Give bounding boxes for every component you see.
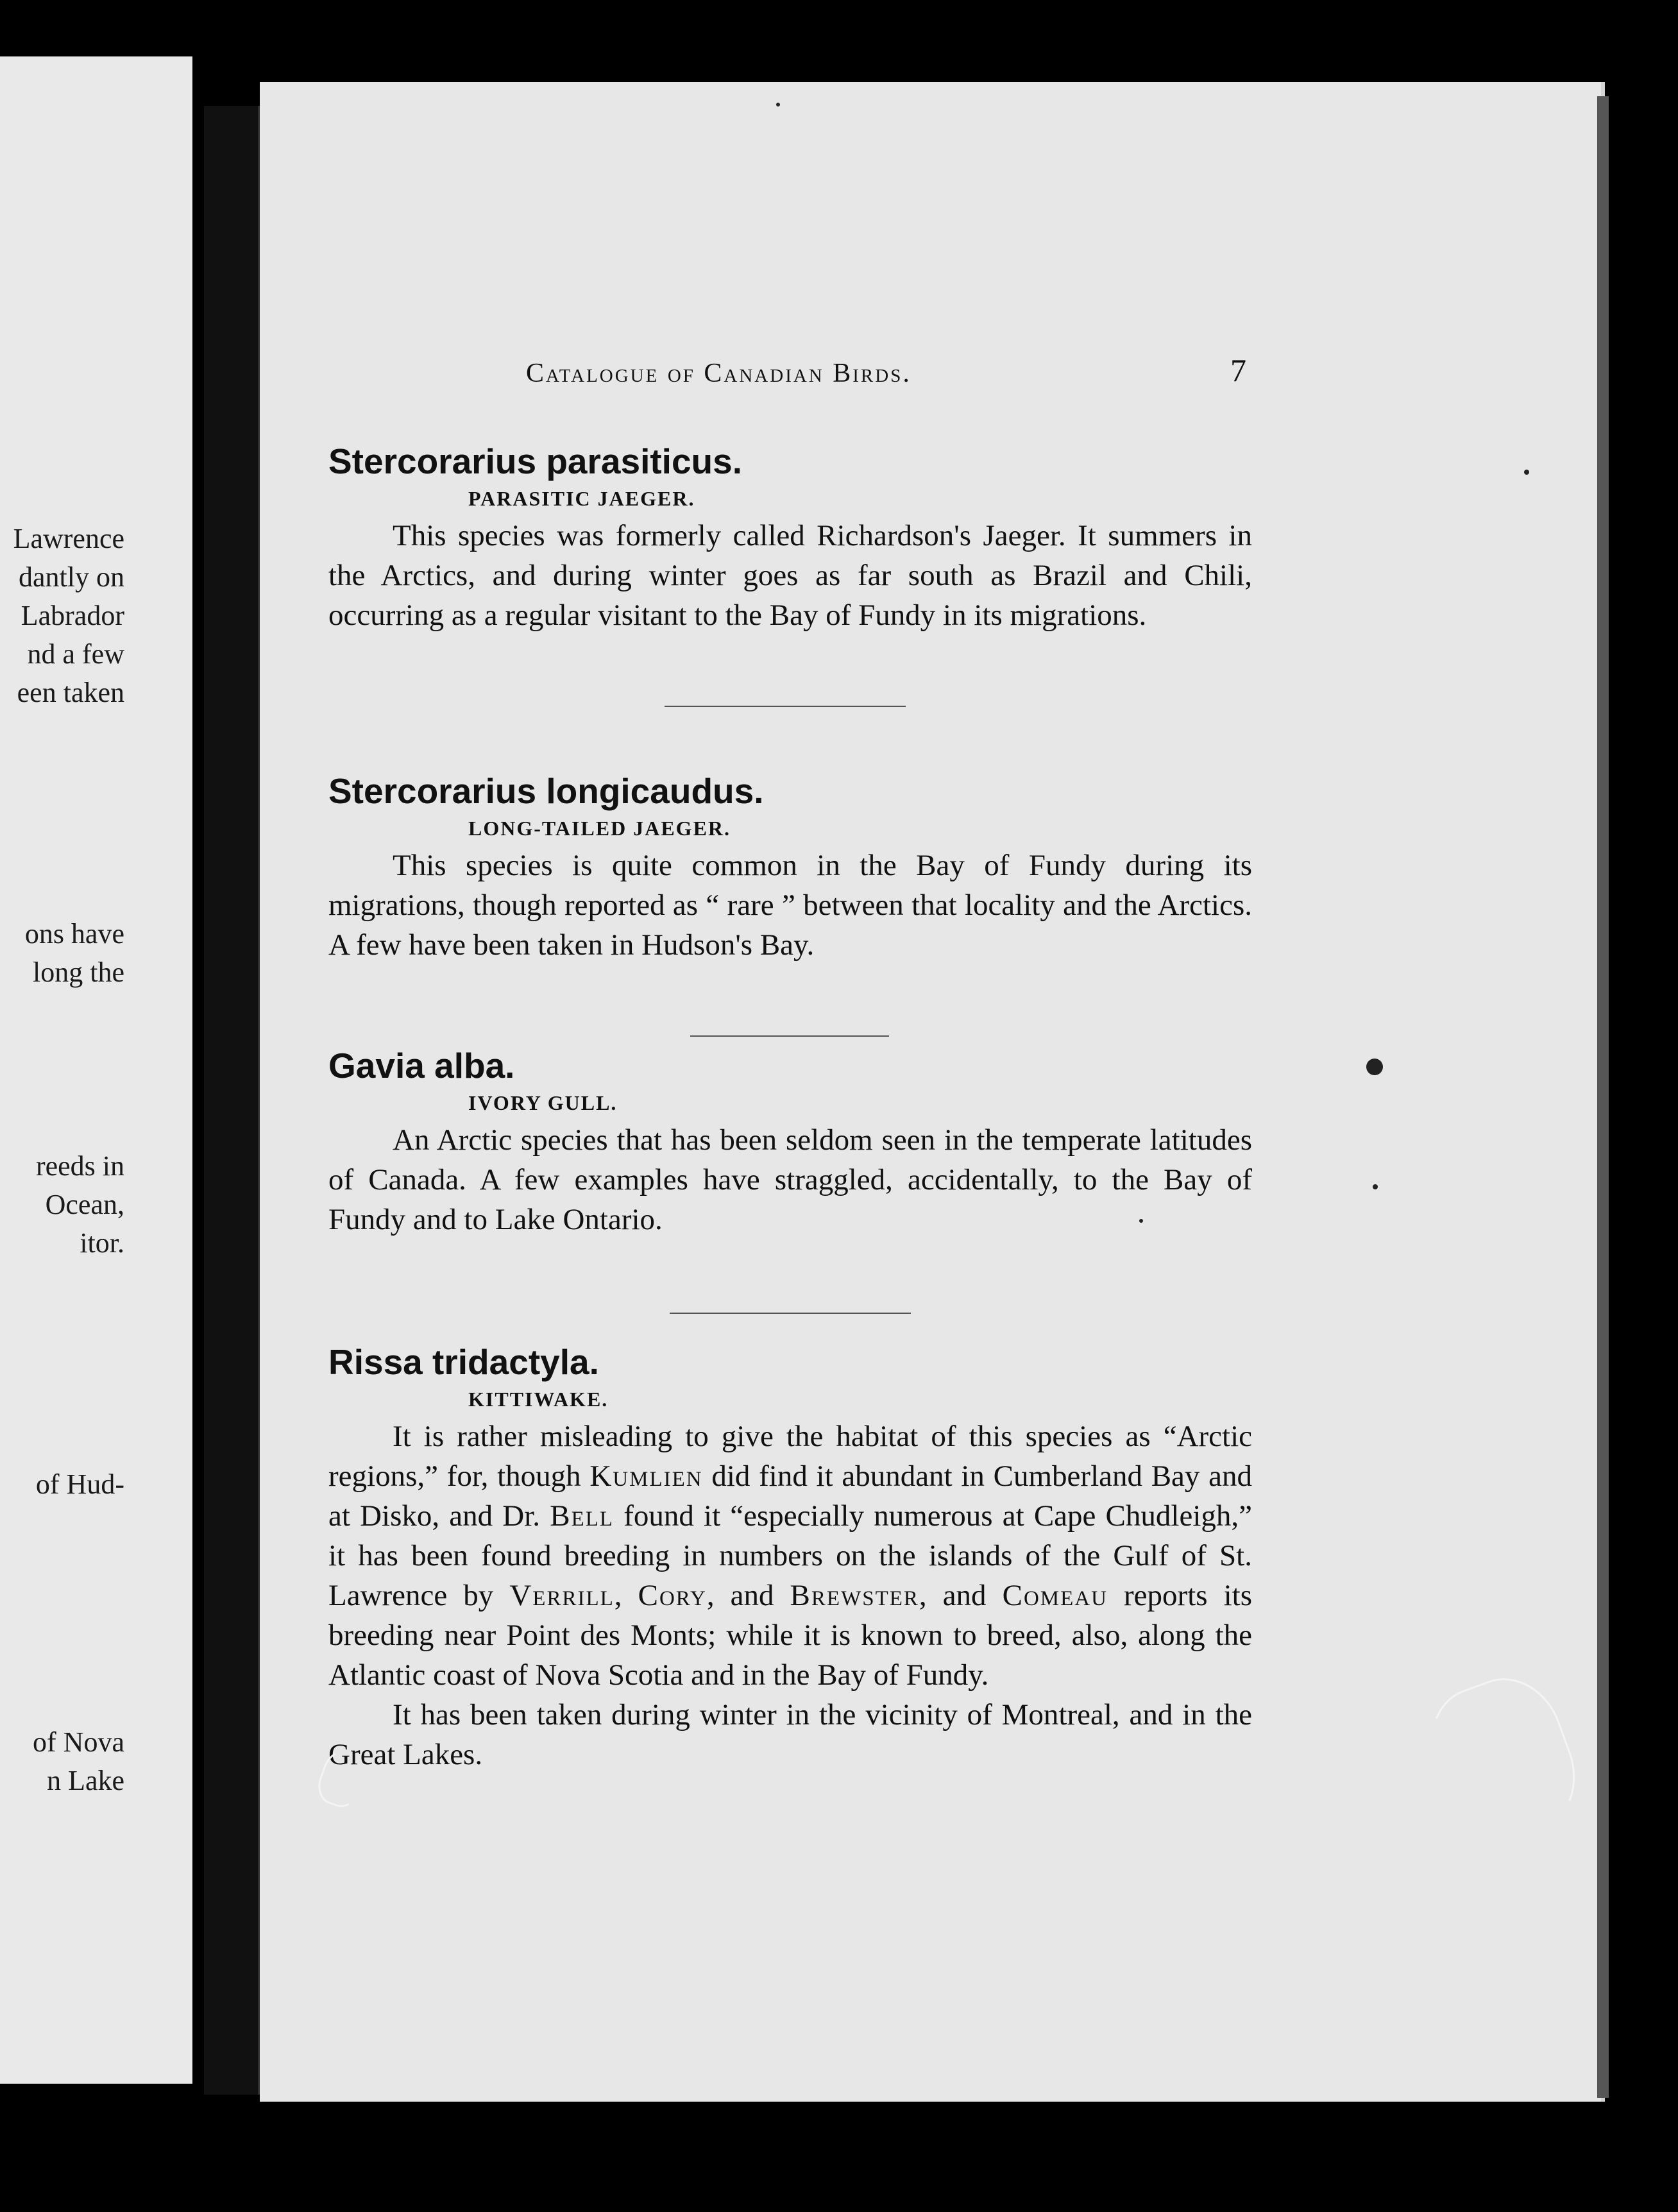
left-page-line: reeds in xyxy=(35,1150,124,1182)
left-page-line: Ocean, xyxy=(45,1189,124,1220)
species-name: Rissa tridactyla. xyxy=(328,1342,599,1382)
entry-paragraph: An Arctic species that has been seldom seen in the temperate latitudes of Canada. A few examples have straggled, accidentally, to the Bay of Fundy and to Lake Ontario. xyxy=(328,1123,1252,1236)
running-head: Catalogue of Canadian Birds. xyxy=(526,359,911,388)
left-page-line: ons have xyxy=(24,918,124,949)
previous-page xyxy=(0,56,192,2084)
author-name: Brewster xyxy=(790,1579,919,1612)
section-divider xyxy=(670,1313,911,1314)
common-name: PARASITIC JAEGER. xyxy=(468,487,695,510)
common-name: LONG-TAILED JAEGER. xyxy=(468,817,731,840)
left-page-line: itor. xyxy=(80,1227,124,1259)
species-name: Stercorarius parasiticus. xyxy=(328,441,743,481)
species-entry xyxy=(328,1341,1252,1774)
entry-paragraph: This species is quite common in the Bay of Fundy during its migrations, though reported as “ rare ” between that locality and the Arctics. A few have been taken in Hudson's Bay. xyxy=(328,849,1252,962)
scan-speck xyxy=(1139,1219,1143,1223)
page-number: 7 xyxy=(1230,352,1246,388)
species-name: Gavia alba. xyxy=(328,1046,515,1085)
author-name: Verrill xyxy=(509,1579,614,1612)
left-page-line: Lawrence xyxy=(13,523,124,554)
book-gutter xyxy=(204,106,260,2095)
left-page-line: n Lake xyxy=(47,1765,124,1796)
entry-paragraph: This species was formerly called Richardson's Jaeger. It summers in the Arctics, and during winter goes as far south as Brazil and Chili, occurring as a regular visitant to the Bay of Fundy in its migrations. xyxy=(328,519,1252,632)
scan-speck xyxy=(776,103,780,106)
left-page-line: dantly on xyxy=(19,561,124,593)
scan-speck xyxy=(1524,470,1529,475)
page-edge xyxy=(1597,96,1609,2098)
left-page-line: Labrador xyxy=(21,600,124,631)
species-entry xyxy=(328,1044,1252,1239)
left-page-line: een taken xyxy=(17,677,124,708)
scan-speck xyxy=(1373,1184,1378,1189)
entry-paragraph: It has been taken during winter in the vicinity of Montreal, and in the Great Lakes. xyxy=(328,1698,1252,1771)
species-name: Stercorarius longicaudus. xyxy=(328,771,764,811)
author-name: Comeau xyxy=(1002,1579,1108,1612)
author-name: Cory xyxy=(638,1579,707,1612)
section-divider xyxy=(690,1035,889,1037)
entry-paragraph: It is rather misleading to give the habitat of this species as “Arctic regions,” for, though Kumlien did find it abundant in Cumberland Bay and at Disko, and Dr. Bell found it “especially numerous at Cape Chudleigh,” it has been found breeding in numbers on the islands of the Gulf of St. Lawrence by Verrill, Cory, and Brewster, and Comeau reports its breeding near Point des Monts; while it is known to breed, also, along the Atlantic coast of Nova Scotia and in the Bay of Fundy. xyxy=(328,1420,1252,1692)
common-name: IVORY GULL. xyxy=(468,1091,618,1114)
author-name: Bell xyxy=(550,1499,614,1533)
left-page-line: long the xyxy=(33,957,124,988)
author-name: Kumlien xyxy=(589,1459,703,1493)
left-page-line: of Nova xyxy=(33,1726,124,1758)
left-page-line: nd a few xyxy=(27,638,124,670)
species-entry xyxy=(328,440,1252,635)
species-entry xyxy=(328,770,1252,965)
common-name: KITTIWAKE. xyxy=(468,1388,609,1411)
section-divider xyxy=(665,706,906,707)
scan-speck xyxy=(1366,1059,1383,1075)
left-page-line: of Hud- xyxy=(35,1468,124,1500)
